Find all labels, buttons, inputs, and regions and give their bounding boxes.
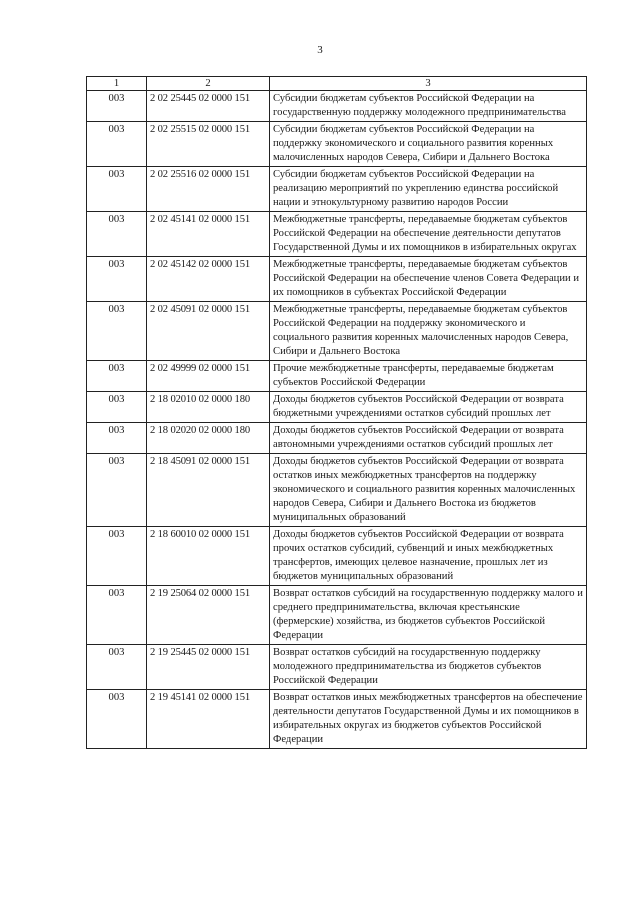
- table-body: [87, 91, 587, 749]
- table-row: [87, 527, 587, 586]
- budget-code-cell: 2 02 45091 02 0000 151: [147, 302, 270, 361]
- admin-code-cell: 003: [87, 645, 147, 690]
- budget-code-cell: 2 18 45091 02 0000 151: [147, 454, 270, 527]
- revenue-name-cell: Прочие межбюджетные трансферты, передаваемые бюджетам субъектов Российской Федерации: [270, 361, 587, 392]
- admin-code-cell: 003: [87, 392, 147, 423]
- revenue-name-cell: Межбюджетные трансферты, передаваемые бюджетам субъектов Российской Федерации на поддержку экономического и социального развития коренных малочисленных народов Севера, Сибири и Дальнего Востока: [270, 302, 587, 361]
- admin-code-cell: 003: [87, 302, 147, 361]
- table-row: [87, 167, 587, 212]
- table-row: [87, 302, 587, 361]
- admin-code-cell: 003: [87, 361, 147, 392]
- revenue-name-cell: Субсидии бюджетам субъектов Российской Федерации на государственную поддержку молодежного предпринимательства: [270, 91, 587, 122]
- revenue-codes-table: [86, 76, 587, 749]
- table-row: [87, 690, 587, 749]
- table-row: [87, 392, 587, 423]
- budget-code-cell: 2 19 25445 02 0000 151: [147, 645, 270, 690]
- admin-code-cell: 003: [87, 122, 147, 167]
- revenue-name-cell: Межбюджетные трансферты, передаваемые бюджетам субъектов Российской Федерации на обеспечение членов Совета Федерации и их помощников в субъектах Российской Федерации: [270, 257, 587, 302]
- revenue-name-cell: Субсидии бюджетам субъектов Российской Федерации на реализацию мероприятий по укреплению единства российской нации и этнокультурному развитию народов России: [270, 167, 587, 212]
- budget-code-cell: 2 19 25064 02 0000 151: [147, 586, 270, 645]
- revenue-name-cell: Межбюджетные трансферты, передаваемые бюджетам субъектов Российской Федерации на обеспечение деятельности депутатов Государственной Думы и их помощников в избирательных округах: [270, 212, 587, 257]
- budget-code-cell: 2 18 02010 02 0000 180: [147, 392, 270, 423]
- budget-code-cell: 2 02 25515 02 0000 151: [147, 122, 270, 167]
- column-header-3: 3: [270, 77, 587, 91]
- budget-code-cell: 2 02 25445 02 0000 151: [147, 91, 270, 122]
- admin-code-cell: 003: [87, 454, 147, 527]
- admin-code-cell: 003: [87, 212, 147, 257]
- budget-code-cell: 2 18 02020 02 0000 180: [147, 423, 270, 454]
- column-header-1: 1: [87, 77, 147, 91]
- revenue-name-cell: Субсидии бюджетам субъектов Российской Федерации на поддержку экономического и социального развития коренных малочисленных народов Севера, Сибири и Дальнего Востока: [270, 122, 587, 167]
- table-row: [87, 454, 587, 527]
- admin-code-cell: 003: [87, 690, 147, 749]
- page-number: 3: [317, 44, 323, 56]
- table-row: [87, 257, 587, 302]
- revenue-name-cell: Доходы бюджетов субъектов Российской Федерации от возврата бюджетными учреждениями остатков субсидий прошлых лет: [270, 392, 587, 423]
- table-row: [87, 423, 587, 454]
- table-row: [87, 586, 587, 645]
- revenue-name-cell: Доходы бюджетов субъектов Российской Федерации от возврата автономными учреждениями остатков субсидий прошлых лет: [270, 423, 587, 454]
- table-row: [87, 361, 587, 392]
- admin-code-cell: 003: [87, 167, 147, 212]
- table-row: [87, 122, 587, 167]
- admin-code-cell: 003: [87, 257, 147, 302]
- table-header-row: [87, 77, 587, 91]
- table-row: [87, 212, 587, 257]
- admin-code-cell: 003: [87, 586, 147, 645]
- budget-code-cell: 2 02 25516 02 0000 151: [147, 167, 270, 212]
- admin-code-cell: 003: [87, 91, 147, 122]
- budget-code-cell: 2 19 45141 02 0000 151: [147, 690, 270, 749]
- budget-code-cell: 2 18 60010 02 0000 151: [147, 527, 270, 586]
- column-header-2: 2: [147, 77, 270, 91]
- revenue-name-cell: Возврат остатков субсидий на государственную поддержку молодежного предпринимательства из бюджетов субъектов Российской Федерации: [270, 645, 587, 690]
- admin-code-cell: 003: [87, 527, 147, 586]
- budget-code-cell: 2 02 45141 02 0000 151: [147, 212, 270, 257]
- revenue-name-cell: Возврат остатков иных межбюджетных трансфертов на обеспечение деятельности депутатов Государственной Думы и их помощников в избирательных округах из бюджетов субъектов Российской Федерации: [270, 690, 587, 749]
- revenue-name-cell: Доходы бюджетов субъектов Российской Федерации от возврата прочих остатков субсидий, субвенций и иных межбюджетных трансфертов, имеющих целевое назначение, прошлых лет из бюджетов муниципальных образований: [270, 527, 587, 586]
- table-row: [87, 91, 587, 122]
- budget-code-cell: 2 02 45142 02 0000 151: [147, 257, 270, 302]
- revenue-name-cell: Возврат остатков субсидий на государственную поддержку малого и среднего предпринимательства, включая крестьянские (фермерские) хозяйства, из бюджетов субъектов Российской Федерации: [270, 586, 587, 645]
- admin-code-cell: 003: [87, 423, 147, 454]
- table-row: [87, 645, 587, 690]
- budget-code-cell: 2 02 49999 02 0000 151: [147, 361, 270, 392]
- revenue-name-cell: Доходы бюджетов субъектов Российской Федерации от возврата остатков иных межбюджетных трансфертов на поддержку экономического и социального развития коренных малочисленных народов Севера, Сибири и Дальнего Востока из бюджетов муниципальных образований: [270, 454, 587, 527]
